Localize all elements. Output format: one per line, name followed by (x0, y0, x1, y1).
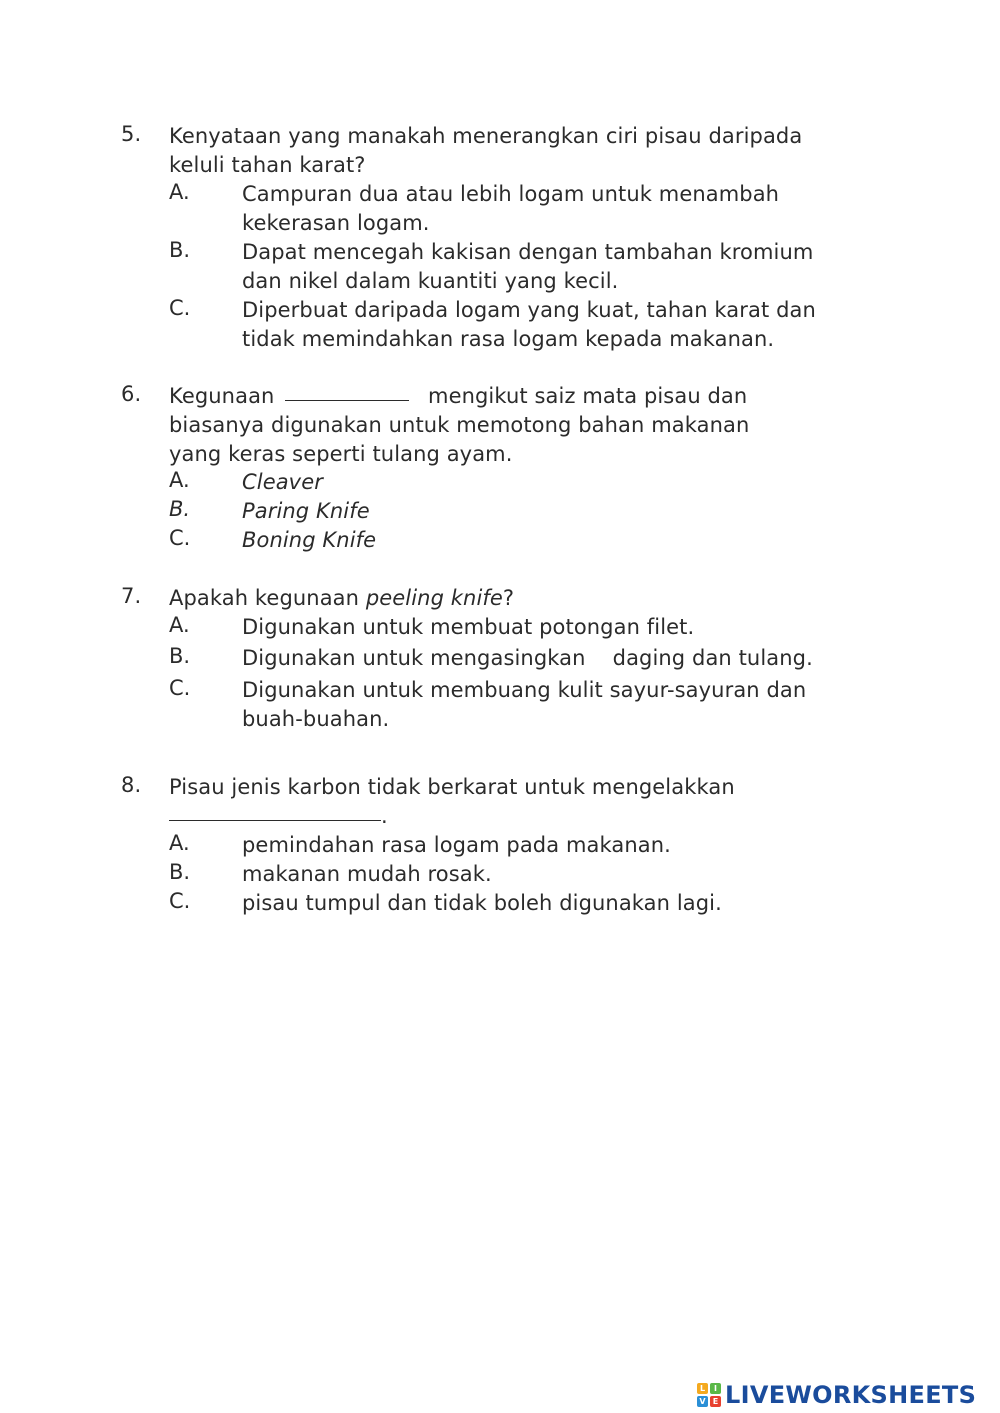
q7-option-c-letter[interactable]: C. (169, 676, 191, 700)
q8-option-a-letter[interactable]: A. (169, 831, 190, 855)
q7-stem-italic: peeling knife (365, 586, 503, 610)
logo-tile-i: I (710, 1383, 721, 1394)
q5-option-a-line1: Campuran dua atau lebih logam untuk menambah (242, 182, 780, 206)
q5-option-c-line1: Diperbuat daripada logam yang kuat, tahan karat dan (242, 298, 816, 322)
q5-stem-line1: Kenyataan yang manakah menerangkan ciri pisau daripada (169, 124, 803, 148)
q7-stem-pre: Apakah kegunaan (169, 586, 366, 610)
q8-stem (169, 773, 889, 831)
q8-number: 8. (121, 773, 142, 797)
q5-option-a-letter[interactable]: A. (169, 180, 190, 204)
q7-option-a[interactable]: Digunakan untuk membuat potongan filet. (242, 615, 695, 639)
q7-number: 7. (121, 584, 142, 608)
q6-number: 6. (121, 382, 142, 406)
q5-option-c-letter[interactable]: C. (169, 296, 191, 320)
q8-option-b-letter[interactable]: B. (169, 860, 191, 884)
q5-option-b-line1: Dapat mencegah kakisan dengan tambahan kromium (242, 240, 814, 264)
q5-option-a[interactable] (242, 180, 892, 238)
q5-option-b-letter[interactable]: B. (169, 238, 191, 262)
q6-answer-blank[interactable] (285, 400, 409, 401)
q5-option-c[interactable] (242, 296, 892, 354)
q6-option-b-letter[interactable]: B. (169, 497, 191, 521)
q8-option-c-letter[interactable]: C. (169, 889, 191, 913)
q5-option-c-line2: tidak memindahkan rasa logam kepada makanan. (242, 327, 775, 351)
q7-option-b-letter[interactable]: B. (169, 644, 191, 668)
q7-option-a-letter[interactable]: A. (169, 613, 190, 637)
q6-post-blank: mengikut saiz mata pisau dan (428, 384, 748, 408)
logo-tile-e: E (710, 1396, 721, 1407)
logo-tile-l: L (697, 1383, 708, 1394)
q6-stem (169, 382, 889, 469)
q5-stem (169, 122, 889, 180)
q7-stem (169, 584, 889, 613)
q5-option-a-line2: kekerasan logam. (242, 211, 430, 235)
q8-stem-line1: Pisau jenis karbon tidak berkarat untuk mengelakkan (169, 775, 735, 799)
q6-pre-blank: Kegunaan (169, 384, 275, 408)
q6-stem-line2: biasanya digunakan untuk memotong bahan makanan (169, 413, 750, 437)
q8-answer-blank[interactable] (169, 820, 381, 821)
q8-option-a[interactable]: pemindahan rasa logam pada makanan. (242, 833, 671, 857)
q5-stem-line2: keluli tahan karat? (169, 153, 366, 177)
logo-grid-icon (697, 1383, 721, 1407)
q7-stem-post: ? (502, 586, 515, 610)
q5-option-b-line2: dan nikel dalam kuantiti yang kecil. (242, 269, 619, 293)
brand-name: LIVEWORKSHEETS (725, 1381, 977, 1409)
q6-option-c-letter[interactable]: C. (169, 526, 191, 550)
q7-option-c-line1: Digunakan untuk membuang kulit sayur-sayuran dan (242, 678, 807, 702)
q8-stem-line2 (169, 802, 889, 831)
liveworksheets-logo[interactable] (697, 1380, 976, 1410)
q7-option-c[interactable] (242, 676, 892, 734)
q6-option-c[interactable]: Boning Knife (242, 528, 377, 552)
q8-option-c[interactable]: pisau tumpul dan tidak boleh digunakan lagi. (242, 891, 722, 915)
q6-option-a[interactable]: Cleaver (242, 470, 323, 494)
q8-blank-end: . (381, 804, 388, 828)
q5-number: 5. (121, 122, 142, 146)
q6-option-a-letter[interactable]: A. (169, 468, 190, 492)
q6-option-b[interactable]: Paring Knife (242, 499, 370, 523)
q5-option-b[interactable] (242, 238, 892, 296)
q7-option-b[interactable]: Digunakan untuk mengasingkan daging dan tulang. (242, 646, 813, 670)
q7-option-c-line2: buah-buahan. (242, 707, 390, 731)
logo-tile-v: V (697, 1396, 708, 1407)
q6-stem-line3: yang keras seperti tulang ayam. (169, 442, 513, 466)
q8-option-b[interactable]: makanan mudah rosak. (242, 862, 492, 886)
q6-stem-line1 (169, 382, 889, 411)
